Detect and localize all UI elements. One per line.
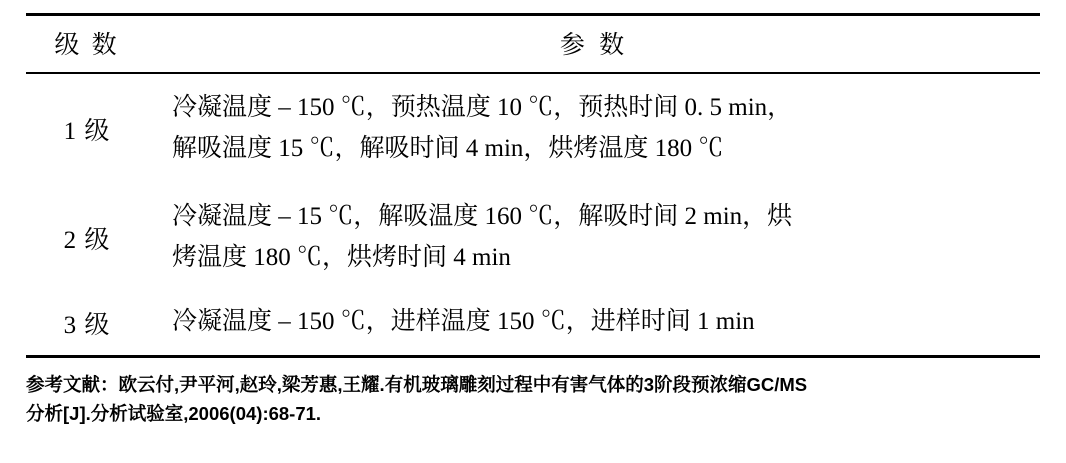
column-header-level: 级 数 xyxy=(54,32,120,59)
param-line: 烤温度 180 ℃，烘烤时间 4 min xyxy=(172,243,511,271)
cell-level: 1 级 xyxy=(63,117,111,145)
table-row xyxy=(26,292,1040,355)
table-header-row xyxy=(26,16,1040,72)
table-row xyxy=(26,74,1040,183)
reference-line: 参考文献：欧云付,尹平河,赵玲,梁芳惠,王耀.有机玻璃雕刻过程中有害气体的3阶段预浓缩GC/MS xyxy=(26,373,808,395)
cell-level: 2 级 xyxy=(63,226,111,254)
document-page xyxy=(0,13,1066,463)
table-row xyxy=(26,183,1040,292)
parameter-table xyxy=(26,16,1040,72)
param-line: 冷凝温度 – 15 ℃，解吸温度 160 ℃，解吸时间 2 min，烘 xyxy=(172,203,793,230)
param-line: 冷凝温度 – 150 ℃，预热温度 10 ℃，预热时间 0. 5 min， xyxy=(172,94,793,121)
table-header xyxy=(26,16,1040,72)
cell-param xyxy=(148,292,1040,355)
cell-param xyxy=(148,74,1040,183)
column-header-param: 参 数 xyxy=(559,32,629,59)
parameter-table-body xyxy=(26,74,1040,355)
cell-param xyxy=(148,183,1040,292)
param-line: 解吸温度 15 ℃，解吸时间 4 min，烘烤温度 180 ℃ xyxy=(172,134,724,162)
cell-level: 3 级 xyxy=(63,312,111,340)
param-line: 冷凝温度 – 150 ℃，进样温度 150 ℃，进样时间 1 min xyxy=(172,308,755,335)
reference-block xyxy=(26,358,1040,430)
reference-line: 分析[J].分析试验室,2006(04):68-71. xyxy=(26,403,322,425)
